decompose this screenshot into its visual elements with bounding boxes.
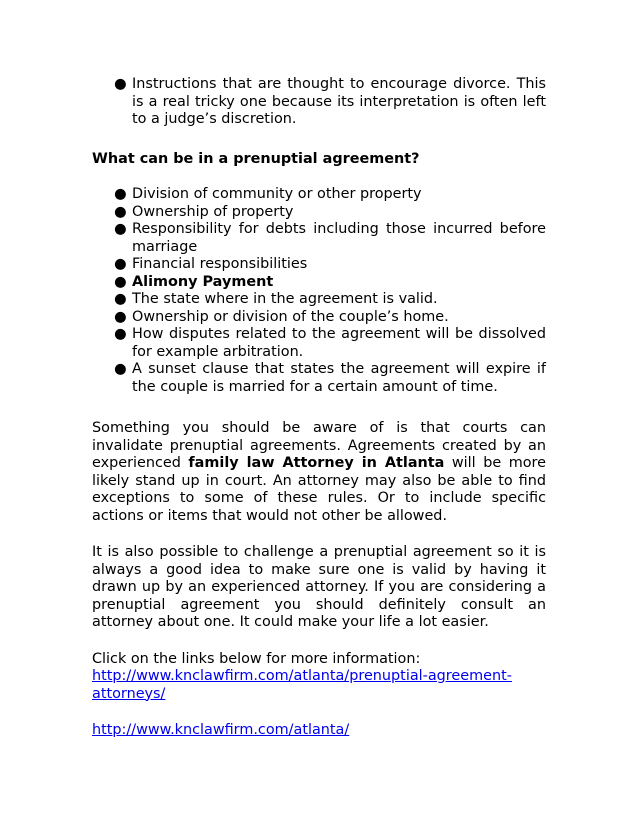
bullet-icon: ● [114, 76, 127, 92]
bullet-icon: ● [114, 186, 127, 202]
paragraph-text: Something you should be aware of is that courts can invalidate prenuptial agreements. Agreements created by an experienced [92, 420, 546, 471]
bullet-icon: ● [114, 203, 127, 220]
list-item-text: A sunset clause that states the agreement will expire if the couple is married for a certain amount of time. [132, 361, 546, 395]
list-item [92, 326, 546, 361]
bullet-icon: ● [114, 326, 127, 342]
list-item [92, 309, 546, 327]
links-intro: Click on the links below for more information: [92, 650, 421, 667]
list-item-text: Ownership of property [132, 203, 294, 220]
list-item-text: The state where in the agreement is valid. [132, 291, 438, 307]
bullet-icon: ● [114, 308, 127, 325]
list-item-text: Ownership or division of the couple’s home. [132, 308, 449, 325]
bold-keyword: family law Attorney in Atlanta [188, 455, 445, 471]
bullet-icon: ● [114, 291, 127, 307]
list-item-text: Division of community or other property [132, 186, 422, 202]
link-atlanta[interactable]: http://www.knclawfirm.com/atlanta/ [92, 722, 350, 738]
list-item [92, 291, 546, 309]
link-prenuptial-attorneys[interactable]: http://www.knclawfirm.com/atlanta/prenuptial-agreement-attorneys/ [92, 668, 512, 702]
paragraph-courts [92, 420, 546, 525]
paragraph-challenge: It is also possible to challenge a prenuptial agreement so it is always a good idea to make sure one is valid by having it drawn up by an experienced attorney. If you are considering a prenuptial agreement you should definitely consult an attorney about one. It could make your life a lot easier. [92, 544, 546, 630]
list-top [92, 0, 546, 129]
list-item [92, 361, 546, 396]
list-item-text: Responsibility for debts including those incurred before marriage [132, 221, 546, 255]
section-heading: What can be in a prenuptial agreement? [92, 150, 420, 167]
bullet-icon: ● [114, 221, 127, 237]
list-item [92, 256, 546, 274]
bullet-icon: ● [114, 256, 127, 272]
paragraph-links [92, 651, 546, 740]
list-item [92, 221, 546, 256]
agreement-contents-list [92, 186, 546, 396]
list-item [92, 204, 546, 222]
paragraph-text: will be more likely stand up in court. An attorney may also be able to find exceptions to some of these rules. Or to include specific actions or items that would not other be allowed. [92, 455, 546, 524]
list-item [92, 186, 546, 204]
list-item-text: Alimony Payment [132, 273, 274, 290]
list-item [92, 274, 546, 292]
bullet-icon: ● [114, 273, 127, 290]
list-item [92, 76, 546, 129]
list-item-text: Financial responsibilities [132, 256, 308, 272]
list-item-text: How disputes related to the agreement will be dissolved for example arbitration. [132, 326, 546, 360]
bullet-icon: ● [114, 361, 127, 377]
list-item-text: Instructions that are thought to encourage divorce. This is a real tricky one because its interpretation is often left to a judge’s discretion. [132, 76, 546, 127]
